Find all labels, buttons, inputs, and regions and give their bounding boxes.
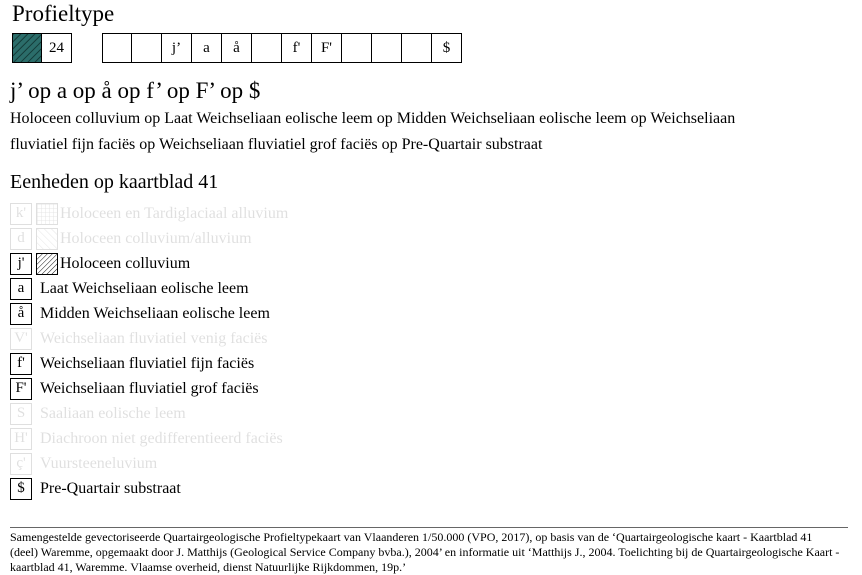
legend-code: j' (10, 253, 32, 275)
profile-formula: j’ op a op å op f’ op F’ op $ (10, 78, 261, 103)
strip-cell (102, 33, 132, 63)
strip-cell (132, 33, 162, 63)
grid-pattern-icon (36, 203, 58, 225)
legend-label: Laat Weichseliaan eolische leem (40, 279, 249, 297)
legend-label: Holoceen en Tardiglaciaal alluvium (60, 204, 289, 222)
strip-cell (372, 33, 402, 63)
hatch-pattern-icon (36, 253, 58, 275)
legend-code: $ (10, 478, 32, 500)
legend-item (10, 226, 288, 251)
legend-label: Saaliaan eolische leem (40, 404, 186, 422)
legend-label: Midden Weichseliaan eolische leem (40, 304, 270, 322)
legend-label: Pre-Quartair substraat (40, 479, 181, 497)
diagonal-pattern-icon (36, 228, 58, 250)
legend-code: S (10, 403, 32, 425)
strip-cell (342, 33, 372, 63)
legend-code: H' (10, 428, 32, 450)
strip-cell: j’ (162, 33, 192, 63)
strip-cell (252, 33, 282, 63)
legend-item (10, 351, 288, 376)
legend-item (10, 401, 288, 426)
legend-label: Weichseliaan fluviatiel venig faciës (40, 329, 268, 347)
hatch-swatch-icon (13, 34, 41, 62)
legend-label: Weichseliaan fluviatiel fijn faciës (40, 354, 255, 372)
legend-label: Holoceen colluvium (60, 254, 191, 272)
profile-color-swatch (12, 33, 42, 63)
legend-code: k' (10, 203, 32, 225)
legend-code: F' (10, 378, 32, 400)
profile-description: Holoceen colluvium op Laat Weichseliaan eolische leem op Midden Weichseliaan eolische leem op Weichseliaan fluviatiel fijn faciës op Weichseliaan fluviatiel grof faciës op Pre-Quartair substraat (10, 110, 736, 153)
legend-item (10, 301, 288, 326)
strip-gap (72, 33, 102, 63)
legend-item (10, 376, 288, 401)
legend-label: Weichseliaan fluviatiel grof faciës (40, 379, 259, 397)
legend-item (10, 326, 288, 351)
units-legend (10, 201, 288, 501)
footer-divider (10, 527, 848, 528)
legend-code: d (10, 228, 32, 250)
legend-item (10, 276, 288, 301)
legend-code: a (10, 278, 32, 300)
legend-label: Vuursteeneluvium (40, 454, 158, 472)
legend-item (10, 476, 288, 501)
units-heading: Eenheden op kaartblad 41 (10, 171, 219, 193)
profile-type-strip (12, 33, 462, 63)
profile-code: 24 (42, 33, 72, 63)
strip-cell: a (192, 33, 222, 63)
strip-cell: F' (312, 33, 342, 63)
legend-item (10, 201, 288, 226)
strip-cell: $ (432, 33, 462, 63)
strip-cell: f' (282, 33, 312, 63)
legend-item (10, 251, 288, 276)
strip-cell: å (222, 33, 252, 63)
page-title: Profieltype (12, 1, 115, 26)
legend-code: V' (10, 328, 32, 350)
legend-label: Diachroon niet gedifferentieerd faciës (40, 429, 283, 447)
legend-item (10, 426, 288, 451)
legend-item (10, 451, 288, 476)
legend-label: Holoceen colluvium/alluvium (60, 229, 252, 247)
source-footnote: Samengestelde gevectoriseerde Quartairgeologische Profieltypekaart van Vlaanderen 1/50.000 (VPO, 2017), op basis van de ‘Quartairgeologische kaart - Kaartblad 41 (deel) Waremme, opgemaakt door J. Matthijs (Geological Service Company bvba.), 2004’ en informatie uit ‘Matthijs J., 2004. Toelichting bij de Quartairgeologische Kaart - kaartblad 41, Waremme. Vlaamse overheid, dienst Natuurlijke Rijkdommen, 19p.’ (10, 530, 840, 574)
legend-code: ç' (10, 453, 32, 475)
legend-code: f' (10, 353, 32, 375)
strip-cell (402, 33, 432, 63)
legend-code: å (10, 303, 32, 325)
